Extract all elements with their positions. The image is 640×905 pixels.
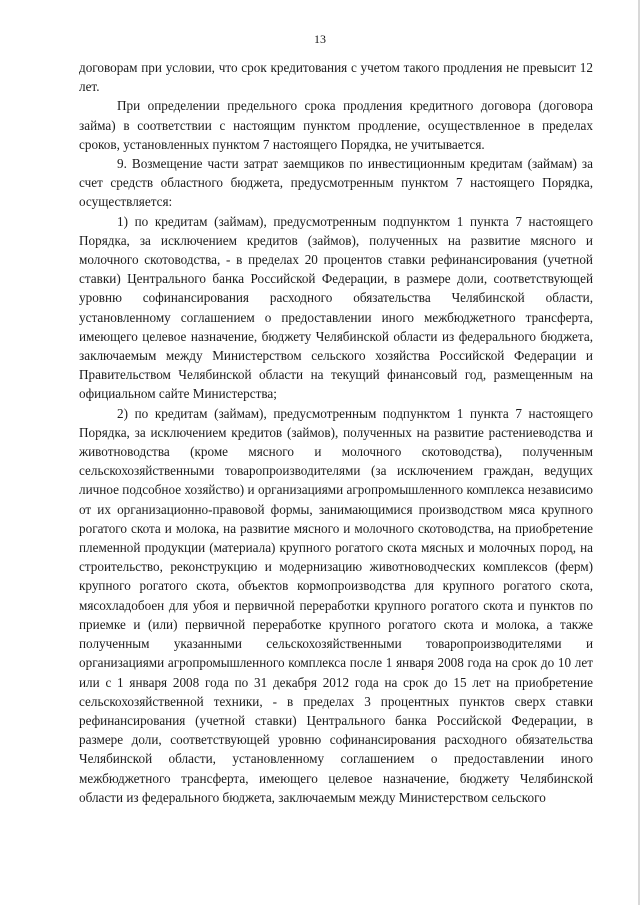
paragraph-extension-term: При определении предельного срока продления кредитного договора (договора займа) в соответствии с настоящим пунктом продление, осуществленное в пределах сроков, установленных пунктом 7 настоящего Порядка, не учитывается. [79,98,593,152]
paragraph-item-9: 9. Возмещение части затрат заемщиков по инвестиционным кредитам (займам) за счет средств областного бюджета, предусмотренным пунктом 7 настоящего Порядка, осуществляется: [79,156,593,210]
document-body [79,58,593,807]
page-number: 13 [314,32,326,46]
paragraph-subitem-1: 1) по кредитам (займам), предусмотренным подпунктом 1 пункта 7 настоящего Порядка, за исключением кредитов (займов), полученных на развитие мясного и молочного скотоводства, - в пределах 20 процентов ставки рефинансирования (учетной ставки) Центрального банка Российской Федерации, в размере доли, соответствующей уровню софинансирования расходного обязательства Челябинской области, установленному соглашением о предоставлении иного межбюджетного трансферта, имеющего целевое назначение, бюджету Челябинской области из федерального бюджета, заключаемым между Министерством сельского хозяйства Российской Федерации и Правительством Челябинской области на текущий финансовый год, размещенным на официальном сайте Министерства; [79,213,593,402]
paragraph-subitem-2: 2) по кредитам (займам), предусмотренным подпунктом 1 пункта 7 настоящего Порядка, за исключением кредитов (займов), полученных на развитие растениеводства и животноводства (кроме мясного и молочного скотоводства), полученным сельскохозяйственными товаропроизводителями (за исключением граждан, ведущих личное подсобное хозяйство) и организациями агропромышленного комплекса независимо от их организационно-правовой формы, занимающимися производством мяса крупного рогатого скота и молока, на развитие мясного и молочного скотоводства, на приобретение племенной продукции (материала) крупного рогатого скота мясных и молочных пород, на строительство, реконструкцию и модернизацию животноводческих комплексов (ферм) крупного рогатого скота, объектов кормопроизводства для крупного рогатого скота, мясохладобоен для убоя и первичной переработки крупного рогатого скота и пунктов по приемке и (или) первичной переработке крупного рогатого скота и молока, а также полученным указанными сельскохозяйственными товаропроизводителями и организациями агропромышленного комплекса после 1 января 2008 года на срок до 10 лет или с 1 января 2008 года по 31 декабря 2012 года на срок до 15 лет на приобретение сельскохозяйственной техники, - в пределах 3 процентных пунктов сверх ставки рефинансирования (учетной ставки) Центрального банка Российской Федерации, в размере доли, соответствующей уровню софинансирования расходного обязательства Челябинской области, установленному соглашением о предоставлении иного межбюджетного трансферта, имеющего целевое назначение, бюджету Челябинской области из федерального бюджета, заключаемым между Министерством сельского [79,405,593,805]
paragraph-continuation: договорам при условии, что срок кредитования с учетом такого продления не превысит 12 лет. [79,60,593,95]
